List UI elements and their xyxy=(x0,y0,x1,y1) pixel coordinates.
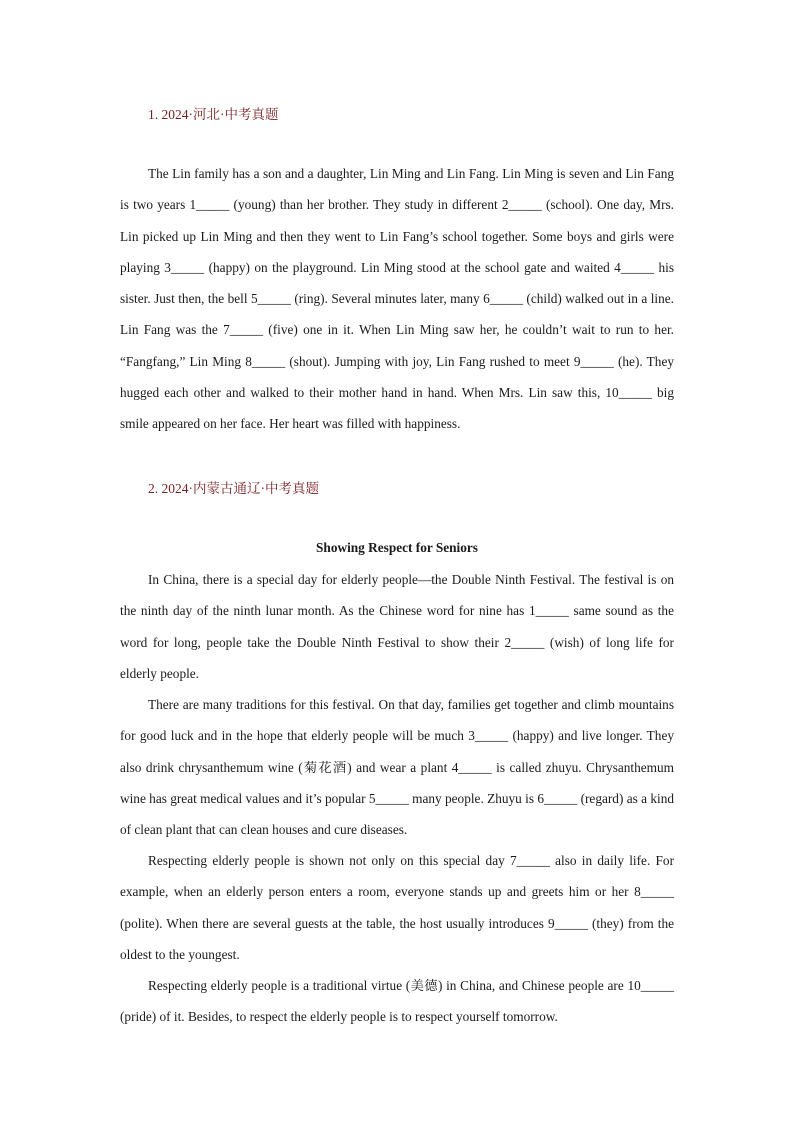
question-2-paragraph-3: Respecting elderly people is shown not only on this special day 7_____ also in daily life. For example, when an elderly person enters a room, everyone stands up and greets him or her 8_____ (polite). When there are several guests at the table, the host usually introduces 9_____ (they) from the oldest to the youngest. xyxy=(120,853,674,962)
question-2-heading: 2. 2024·内蒙古通辽·中考真题 xyxy=(148,481,319,496)
question-1-passage: The Lin family has a son and a daughter, Lin Ming and Lin Fang. Lin Ming is seven and Lin Fang is two years 1_____ (young) than her brother. They study in different 2_____ (school). One day, Mrs. Lin picked up Lin Ming and then they went to Lin Fang’s school together. Some boys and girls were playing 3_____ (happy) on the playground. Lin Ming stood at the school gate and waited 4_____ his sister. Just then, the bell 5_____ (ring). Several minutes later, many 6_____ (child) walked out in a line. Lin Fang was the 7_____ (five) one in it. When Lin Ming saw her, he couldn’t wait to run to her. “Fangfang,” Lin Ming 8_____ (shout). Jumping with joy, Lin Fang rushed to meet 9_____ (he). They hugged each other and walked to their mother hand in hand. When Mrs. Lin saw this, 10_____ big smile appeared on her face. Her heart was filled with happiness. xyxy=(120,166,674,432)
question-2-paragraph-2: There are many traditions for this festival. On that day, families get together and climb mountains for good luck and in the hope that elderly people will be much 3_____ (happy) and live longer. They also drink chrysanthemum wine (菊花酒) and wear a plant 4_____ is called zhuyu. Chrysanthemum wine has great medical values and it’s popular 5_____ many people. Zhuyu is 6_____ (regard) as a kind of clean plant that can clean houses and cure diseases. xyxy=(120,697,674,838)
question-1-heading: 1. 2024·河北·中考真题 xyxy=(148,107,279,122)
passage-title: Showing Respect for Seniors xyxy=(316,540,478,555)
question-2-paragraph-1: In China, there is a special day for elderly people—the Double Ninth Festival. The festival is on the ninth day of the ninth lunar month. As the Chinese word for nine has 1_____ same sound as the word for long, people take the Double Ninth Festival to show their 2_____ (wish) of long life for elderly people. xyxy=(120,572,674,681)
question-2-paragraph-4: Respecting elderly people is a traditional virtue (美德) in China, and Chinese people are 10_____ (pride) of it. Besides, to respect the elderly people is to respect yourself tomorrow. xyxy=(120,978,674,1025)
